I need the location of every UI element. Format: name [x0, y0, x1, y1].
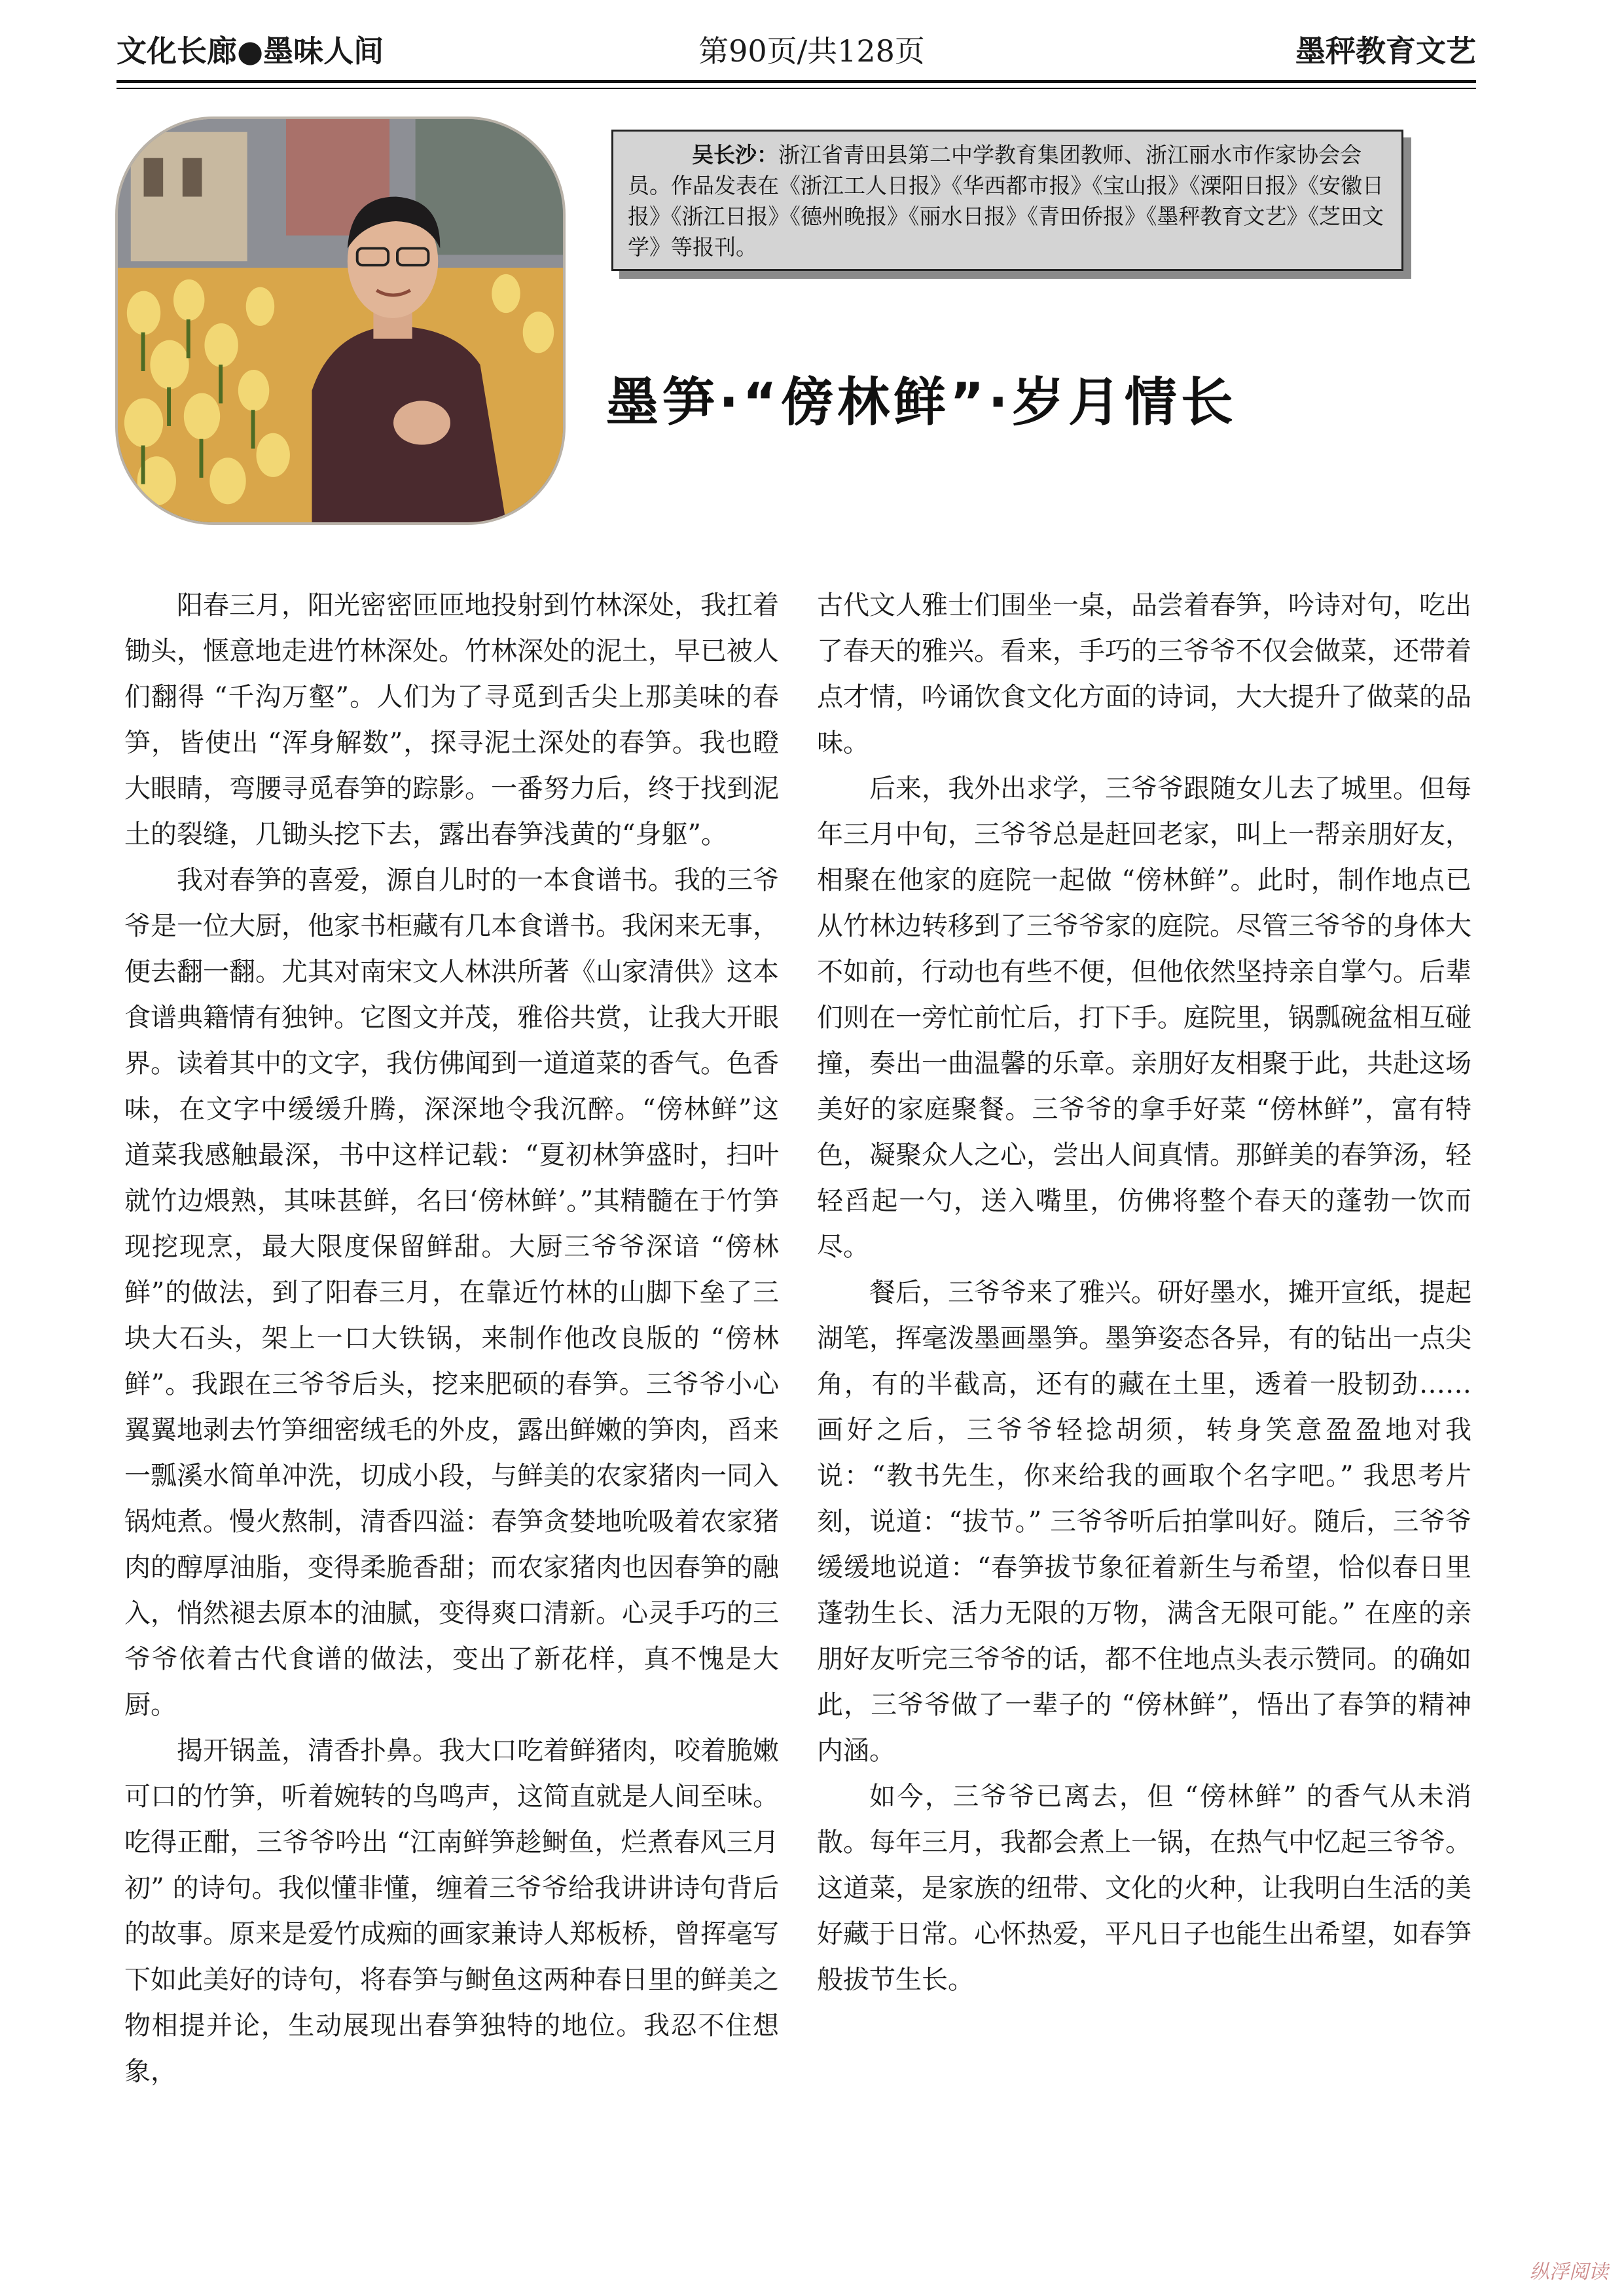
paragraph: 阳春三月，阳光密密匝匝地投射到竹林深处，我扛着锄头，惬意地走进竹林深处。竹林深处的泥土，早已被人们翻得 “千沟万壑”。人们为了寻觅到舌尖上那美味的春笋，皆使出 “浑身解数”，探寻泥土深处的春笋。我也瞪大眼睛，弯腰寻觅春笋的踪影。一番努力后，终于找到泥土的裂缝，几锄头挖下去，露出春笋浅黄的“身躯”。: [124, 590, 779, 850]
paragraph: 揭开锅盖，清香扑鼻。我大口吃着鲜猪肉，咬着脆嫩可口的竹笋，听着婉转的鸟鸣声，这简直就是人间至味。吃得正酣，三爷爷吟出 “江南鲜笋趁鲥鱼，烂煮春风三月初” 的诗句。我似懂非懂，缠着三爷爷给我讲讲诗句背后的故事。原来是爱竹成痴的画家兼诗人郑板桥，曾挥毫写下如此美好的诗句，将春笋与鲥鱼这两种春日里的鲜美之物相提并论，生动展现出春笋独特的地位。我忍不住想象，: [124, 1736, 779, 2087]
article-title: 墨笋·“傍林鲜”·岁月情长: [606, 372, 1237, 433]
header-rule-thick: [117, 80, 1476, 83]
watermark: 纵浮阅读: [1530, 2261, 1608, 2284]
left-column: [124, 583, 779, 2094]
header-page-number: 第90页/共128页: [698, 33, 925, 69]
paragraph: 如今，三爷爷已离去，但 “傍林鲜” 的香气从未消散。每年三月，我都会煮上一锅，在热气中忆起三爷爷。这道菜，是家族的纽带、文化的火种，让我明白生活的美好藏于日常。心怀热爱，平凡日子也能生出希望，如春笋般拔节生长。: [817, 1782, 1471, 1995]
author-name: 吴长沙：: [692, 142, 778, 168]
paragraph: 餐后，三爷爷来了雅兴。研好墨水，摊开宣纸，提起湖笔，挥毫泼墨画墨笋。墨笋姿态各异，有的钻出一点尖角，有的半截高，还有的藏在土里，透着一股韧劲…… 画好之后，三爷爷轻捻胡须，转身笑意盈盈地对我说：“教书先生，你来给我的画取个名字吧。” 我思考片刻，说道：“拔节。” 三爷爷听后拍掌叫好。随后，三爷爷缓缓地说道：“春笋拔节象征着新生与希望，恰似春日里蓬勃生长、活力无限的万物，满含无限可能。” 在座的亲朋好友听完三爷爷的话，都不住地点头表示赞同。的确如此，三爷爷做了一辈子的 “傍林鲜”，悟出了春笋的精神内涵。: [817, 1278, 1471, 1766]
paragraph: 后来，我外出求学，三爷爷跟随女儿去了城里。但每年三月中旬，三爷爷总是赶回老家，叫上一帮亲朋好友，相聚在他家的庭院一起做 “傍林鲜”。此时，制作地点已从竹林边转移到了三爷爷家的庭院。尽管三爷爷的身体大不如前，行动也有些不便，但他依然坚持亲自掌勺。后辈们则在一旁忙前忙后，打下手。庭院里，锅瓢碗盆相互碰撞，奏出一曲温馨的乐章。亲朋好友相聚于此，共赴这场美好的家庭聚餐。三爷爷的拿手好菜 “傍林鲜”，富有特色，凝聚众人之心，尝出人间真情。那鲜美的春笋汤，轻轻舀起一勺，送入嘴里，仿佛将整个春天的蓬勃一饮而尽。: [817, 774, 1471, 1262]
header-magazine-name: 墨秤教育文艺: [1295, 33, 1476, 69]
author-bio-box: [611, 130, 1403, 271]
paragraph: 我对春笋的喜爱，源自儿时的一本食谱书。我的三爷爷是一位大厨，他家书柜藏有几本食谱书。我闲来无事，便去翻一翻。尤其对南宋文人林洪所著《山家清供》这本食谱典籍情有独钟。它图文并茂，雅俗共赏，让我大开眼界。读着其中的文字，我仿佛闻到一道道菜的香气。色香味，在文字中缓缓升腾，深深地令我沉醉。“傍林鲜”这道菜我感触最深，书中这样记载：“夏初林笋盛时，扫叶就竹边煨熟，其味甚鲜，名曰‘傍林鲜’。”其精髓在于竹笋现挖现烹，最大限度保留鲜甜。大厨三爷爷深谙 “傍林鲜”的做法，到了阳春三月，在靠近竹林的山脚下垒了三块大石头，架上一口大铁锅，来制作他改良版的 “傍林鲜”。我跟在三爷爷后头，挖来肥硕的春笋。三爷爷小心翼翼地剥去竹笋细密绒毛的外皮，露出鲜嫩的笋肉，舀来一瓢溪水简单冲洗，切成小段，与鲜美的农家猪肉一同入锅炖煮。慢火熬制，清香四溢：春笋贪婪地吮吸着农家猪肉的醇厚油脂，变得柔脆香甜；而农家猪肉也因春笋的融入，悄然褪去原本的油腻，变得爽口清新。心灵手巧的三爷爷依着古代食谱的做法，变出了新花样，真不愧是大厨。: [124, 865, 779, 1720]
author-portrait-icon: [118, 119, 563, 522]
author-bio: 浙江省青田县第二中学教育集团教师、浙江丽水市作家协会会员。作品发表在《浙江工人日报》《华西都市报》《宝山报》《溧阳日报》《安徽日报》《浙江日报》《德州晚报》《丽水日报》《青田侨报》《墨秤教育文艺》《芝田文学》等报刊。: [628, 142, 1384, 260]
header-rule-thin: [117, 88, 1476, 89]
header-section-name: 文化长廊●墨味人间: [117, 33, 384, 69]
paragraph: 古代文人雅士们围坐一桌，品尝着春笋，吟诗对句，吃出了春天的雅兴。看来，手巧的三爷爷不仅会做菜，还带着点才情，吟诵饮食文化方面的诗词，大大提升了做菜的品味。: [817, 590, 1471, 758]
author-photo: [115, 117, 566, 525]
right-column: [817, 583, 1471, 2003]
